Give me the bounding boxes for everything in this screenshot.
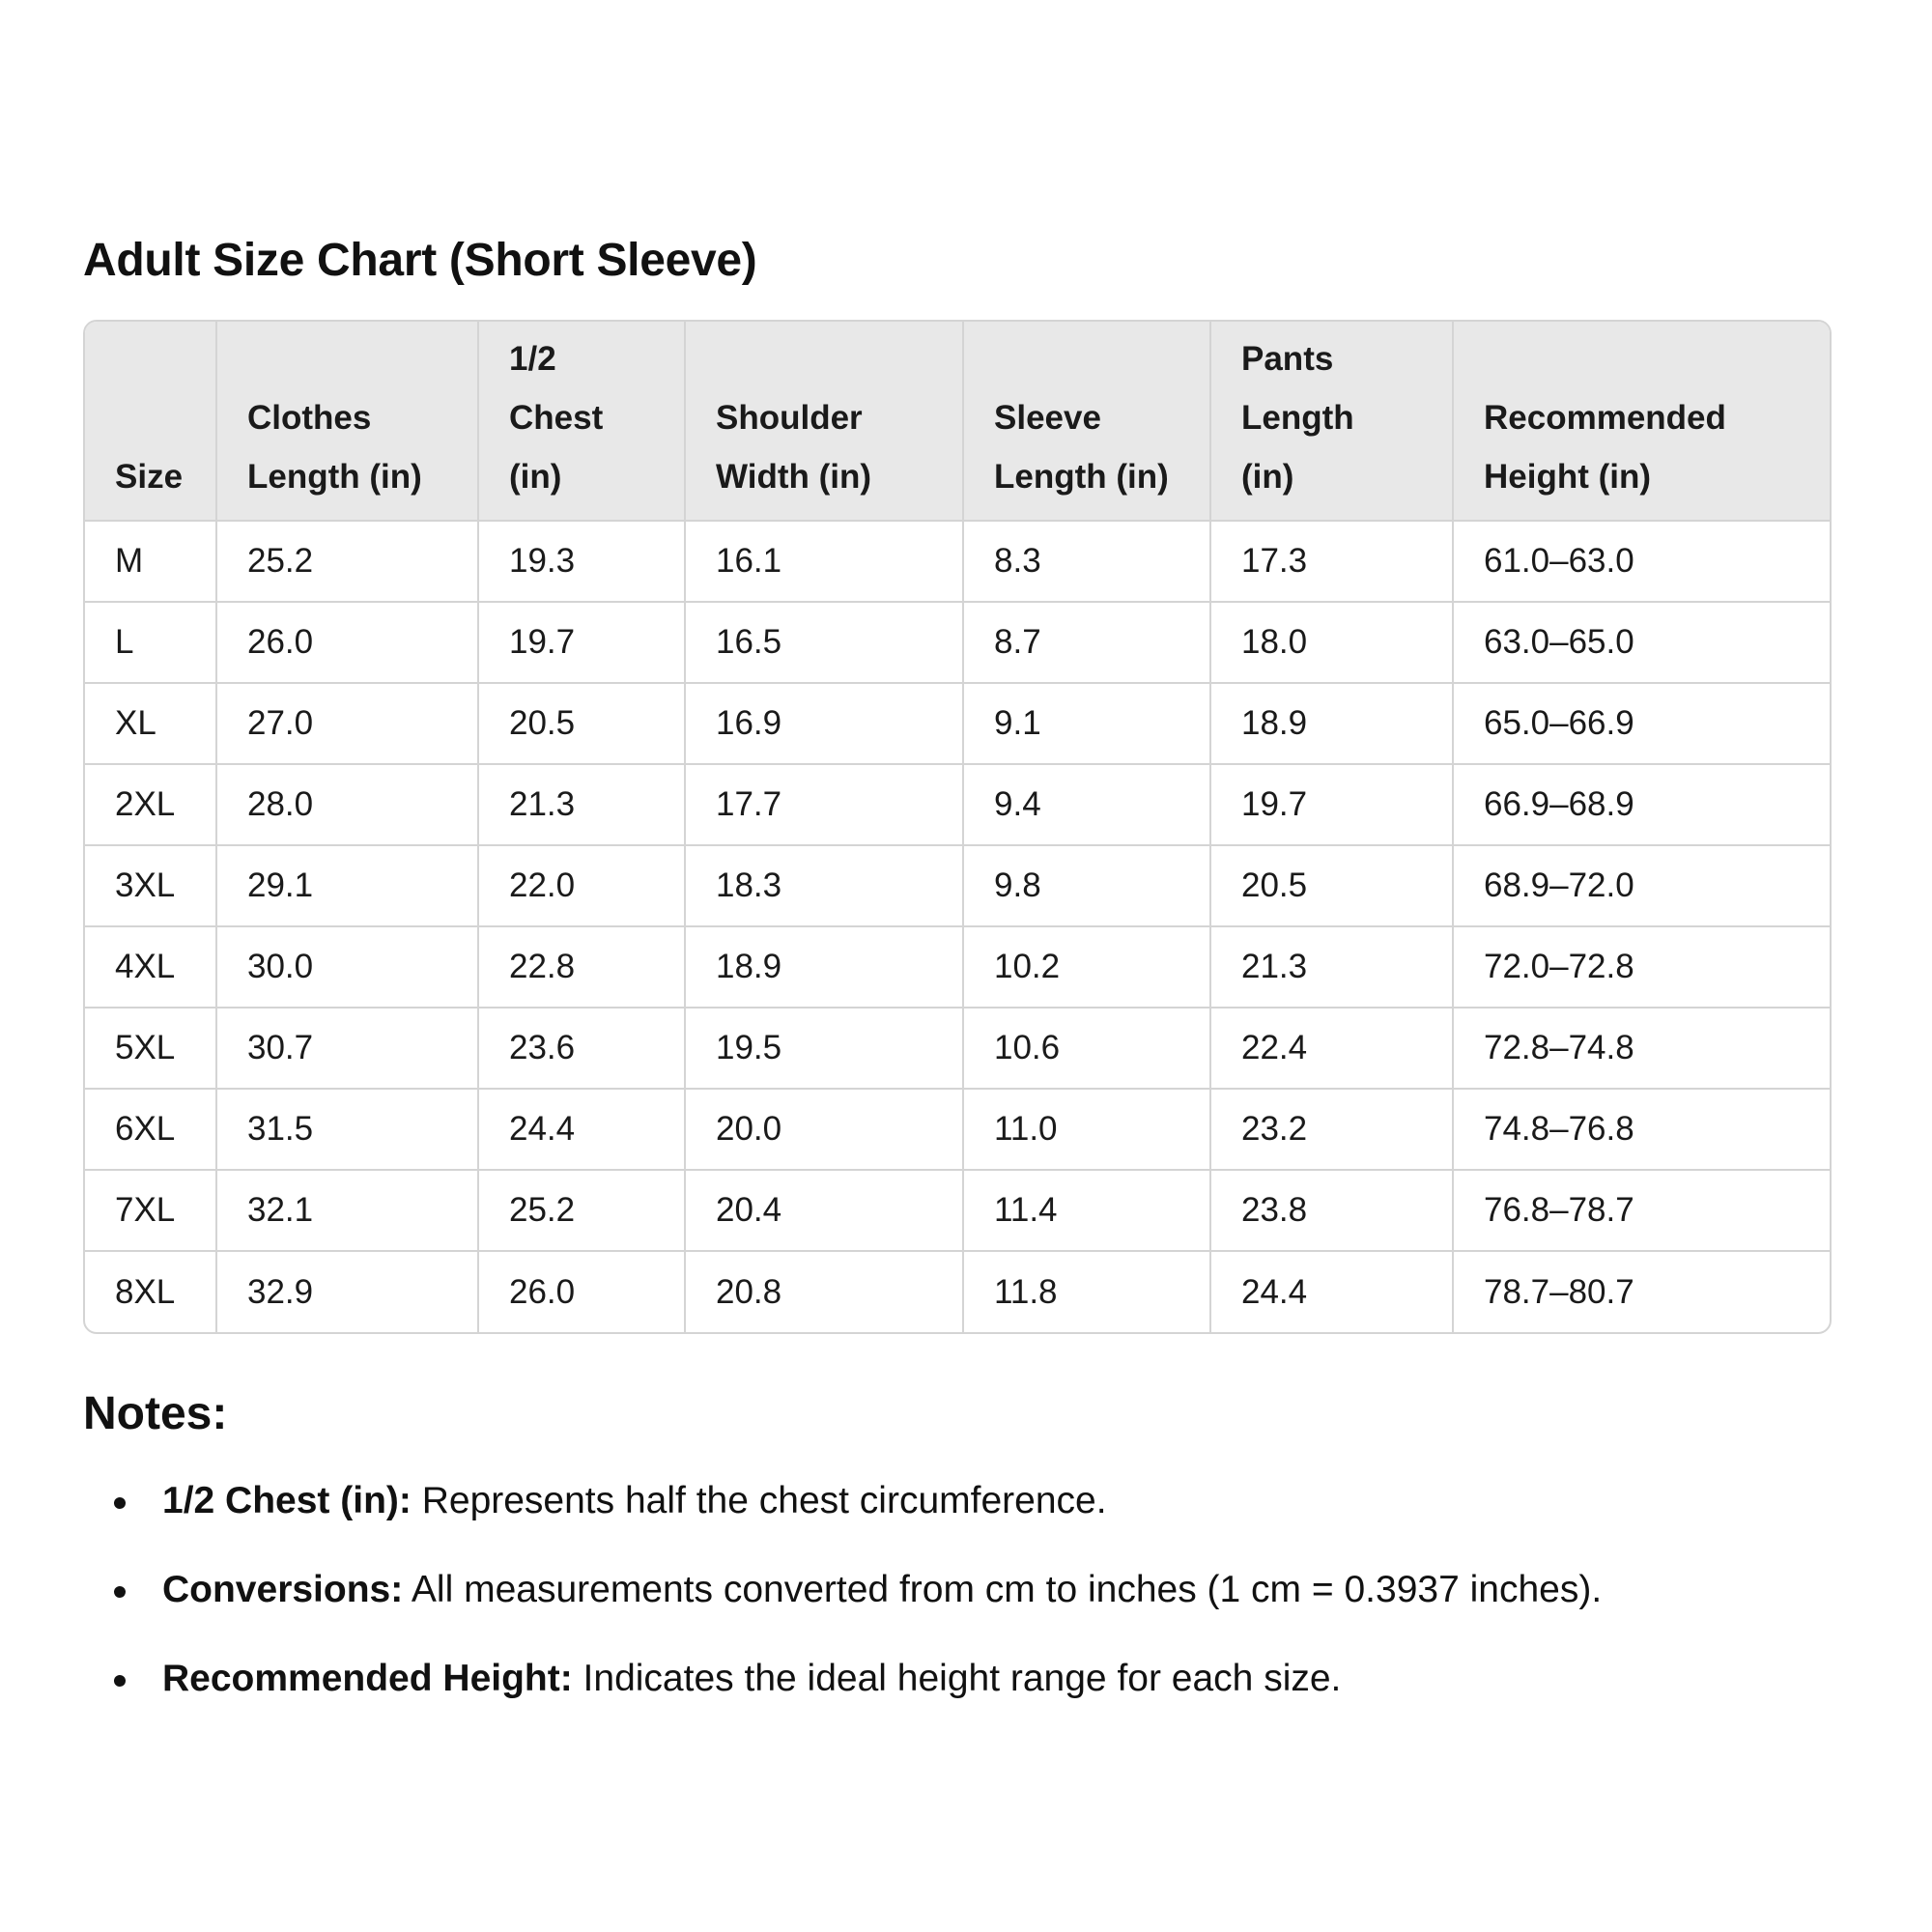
table-body [85,521,1830,1332]
measurement-cell: 17.3 [1210,521,1453,602]
measurement-cell: 16.5 [685,602,963,683]
measurement-cell: 74.8–76.8 [1453,1089,1830,1170]
measurement-cell: 9.8 [963,845,1210,926]
size-cell: 8XL [85,1251,216,1332]
measurement-cell: 17.7 [685,764,963,845]
measurement-cell: 63.0–65.0 [1453,602,1830,683]
measurement-cell: 22.0 [478,845,685,926]
size-cell: 7XL [85,1170,216,1251]
column-header-line: Clothes [247,399,372,437]
measurement-cell: 20.0 [685,1089,963,1170]
size-cell: M [85,521,216,602]
measurement-cell: 18.0 [1210,602,1453,683]
measurement-cell: 26.0 [478,1251,685,1332]
measurement-cell: 24.4 [1210,1251,1453,1332]
measurement-cell: 32.1 [216,1170,478,1251]
column-header-line: Length (in) [994,458,1169,496]
table-row [85,602,1830,683]
measurement-cell: 21.3 [1210,926,1453,1008]
note-text: Represents half the chest circumference. [411,1480,1107,1521]
column-header-line: Pants [1241,340,1334,378]
notes-title: Notes: [83,1388,228,1439]
table-row [85,1008,1830,1089]
measurement-cell: 16.1 [685,521,963,602]
column-header-line: (in) [509,458,562,496]
column-header-line: (in) [1241,458,1294,496]
size-cell: XL [85,683,216,764]
measurement-cell: 11.8 [963,1251,1210,1332]
bullet-icon [114,1586,126,1598]
measurement-cell: 18.9 [1210,683,1453,764]
measurement-cell: 78.7–80.7 [1484,1272,1634,1311]
measurement-cell: 65.0–66.9 [1453,683,1830,764]
measurement-cell: 31.5 [216,1089,478,1170]
measurement-cell: 19.5 [685,1008,963,1089]
measurement-cell: 76.8–78.7 [1453,1170,1830,1251]
size-cell: L [85,602,216,683]
note-term: Recommended Height: [162,1658,573,1699]
table-row [85,1170,1830,1251]
measurement-cell: 20.5 [1210,845,1453,926]
measurement-cell: 68.9–72.0 [1453,845,1830,926]
table-header [85,322,1830,521]
measurement-cell: 25.2 [216,521,478,602]
measurement-cell: 9.1 [963,683,1210,764]
bullet-icon [114,1497,126,1509]
notes-list [83,1478,1870,1745]
measurement-cell: 25.2 [478,1170,685,1251]
column-header [685,322,963,521]
measurement-cell: 61.0–63.0 [1453,521,1830,602]
column-header-line: 1/2 [509,340,556,378]
measurement-cell: 10.6 [963,1008,1210,1089]
measurement-cell: 66.9–68.9 [1453,764,1830,845]
column-header [1453,322,1830,521]
measurement-cell: 20.5 [478,683,685,764]
measurement-cell: 19.7 [1210,764,1453,845]
table-row [85,683,1830,764]
measurement-cell: 29.1 [216,845,478,926]
column-header [478,322,685,521]
column-header-line: Length (in) [247,458,422,496]
measurement-cell: 8.7 [963,602,1210,683]
table-row [85,845,1830,926]
measurement-cell: 22.4 [1210,1008,1453,1089]
size-cell: 4XL [85,926,216,1008]
size-chart-table [85,322,1830,1332]
measurement-cell: 32.9 [216,1251,478,1332]
note-term: Conversions: [162,1569,404,1610]
note-item [83,1478,1870,1567]
size-cell: 2XL [85,764,216,845]
column-header-line: Sleeve [994,399,1101,437]
measurement-cell: 23.8 [1210,1170,1453,1251]
note-item [83,1567,1870,1656]
column-header-line: Height (in) [1484,458,1652,496]
measurement-cell: 18.3 [685,845,963,926]
size-cell: 6XL [85,1089,216,1170]
measurement-cell: 8.3 [963,521,1210,602]
measurement-cell: 11.0 [963,1089,1210,1170]
column-header-line: Recommended [1484,399,1726,437]
measurement-cell: 28.0 [216,764,478,845]
column-header-line: Size [115,458,184,496]
measurement-cell: 20.4 [685,1170,963,1251]
note-term: 1/2 Chest (in): [162,1480,412,1521]
measurement-cell: 11.4 [963,1170,1210,1251]
column-header-line: Length [1241,399,1354,437]
measurement-cell: 27.0 [216,683,478,764]
table-row [85,926,1830,1008]
bullet-icon [114,1675,126,1687]
measurement-cell: 30.7 [216,1008,478,1089]
size-cell: 3XL [85,845,216,926]
column-header-line: Width (in) [716,458,872,496]
measurement-cell: 16.9 [685,683,963,764]
table-row [85,1089,1830,1170]
measurement-cell: 10.2 [963,926,1210,1008]
page-title: Adult Size Chart (Short Sleeve) [83,235,757,286]
measurement-cell: 20.8 [685,1251,963,1332]
note-text: All measurements converted from cm to inches (1 cm = 0.3937 inches). [403,1569,1603,1610]
measurement-cell: 9.4 [963,764,1210,845]
column-header [216,322,478,521]
measurement-cell: 24.4 [478,1089,685,1170]
measurement-cell: 21.3 [478,764,685,845]
measurement-cell: 22.8 [478,926,685,1008]
column-header-line: Shoulder [716,399,863,437]
size-chart-table-container [83,320,1832,1334]
table-row [85,764,1830,845]
measurement-cell: 72.0–72.8 [1453,926,1830,1008]
measurement-cell: 72.8–74.8 [1453,1008,1830,1089]
header-row [85,322,1830,521]
measurement-cell: 19.7 [478,602,685,683]
measurement-cell: 30.0 [216,926,478,1008]
measurement-cell: 23.2 [1210,1089,1453,1170]
column-header-line: Chest [509,399,604,437]
measurement-cell: 18.9 [685,926,963,1008]
column-header [963,322,1210,521]
column-header [1210,322,1453,521]
measurement-cell: 19.3 [478,521,685,602]
column-header [85,322,216,521]
note-text: Indicates the ideal height range for each size. [572,1658,1342,1699]
size-cell: 5XL [85,1008,216,1089]
measurement-cell: 26.0 [216,602,478,683]
table-row [85,1251,1830,1332]
measurement-cell: 23.6 [478,1008,685,1089]
table-row [85,521,1830,602]
note-item [83,1656,1870,1745]
